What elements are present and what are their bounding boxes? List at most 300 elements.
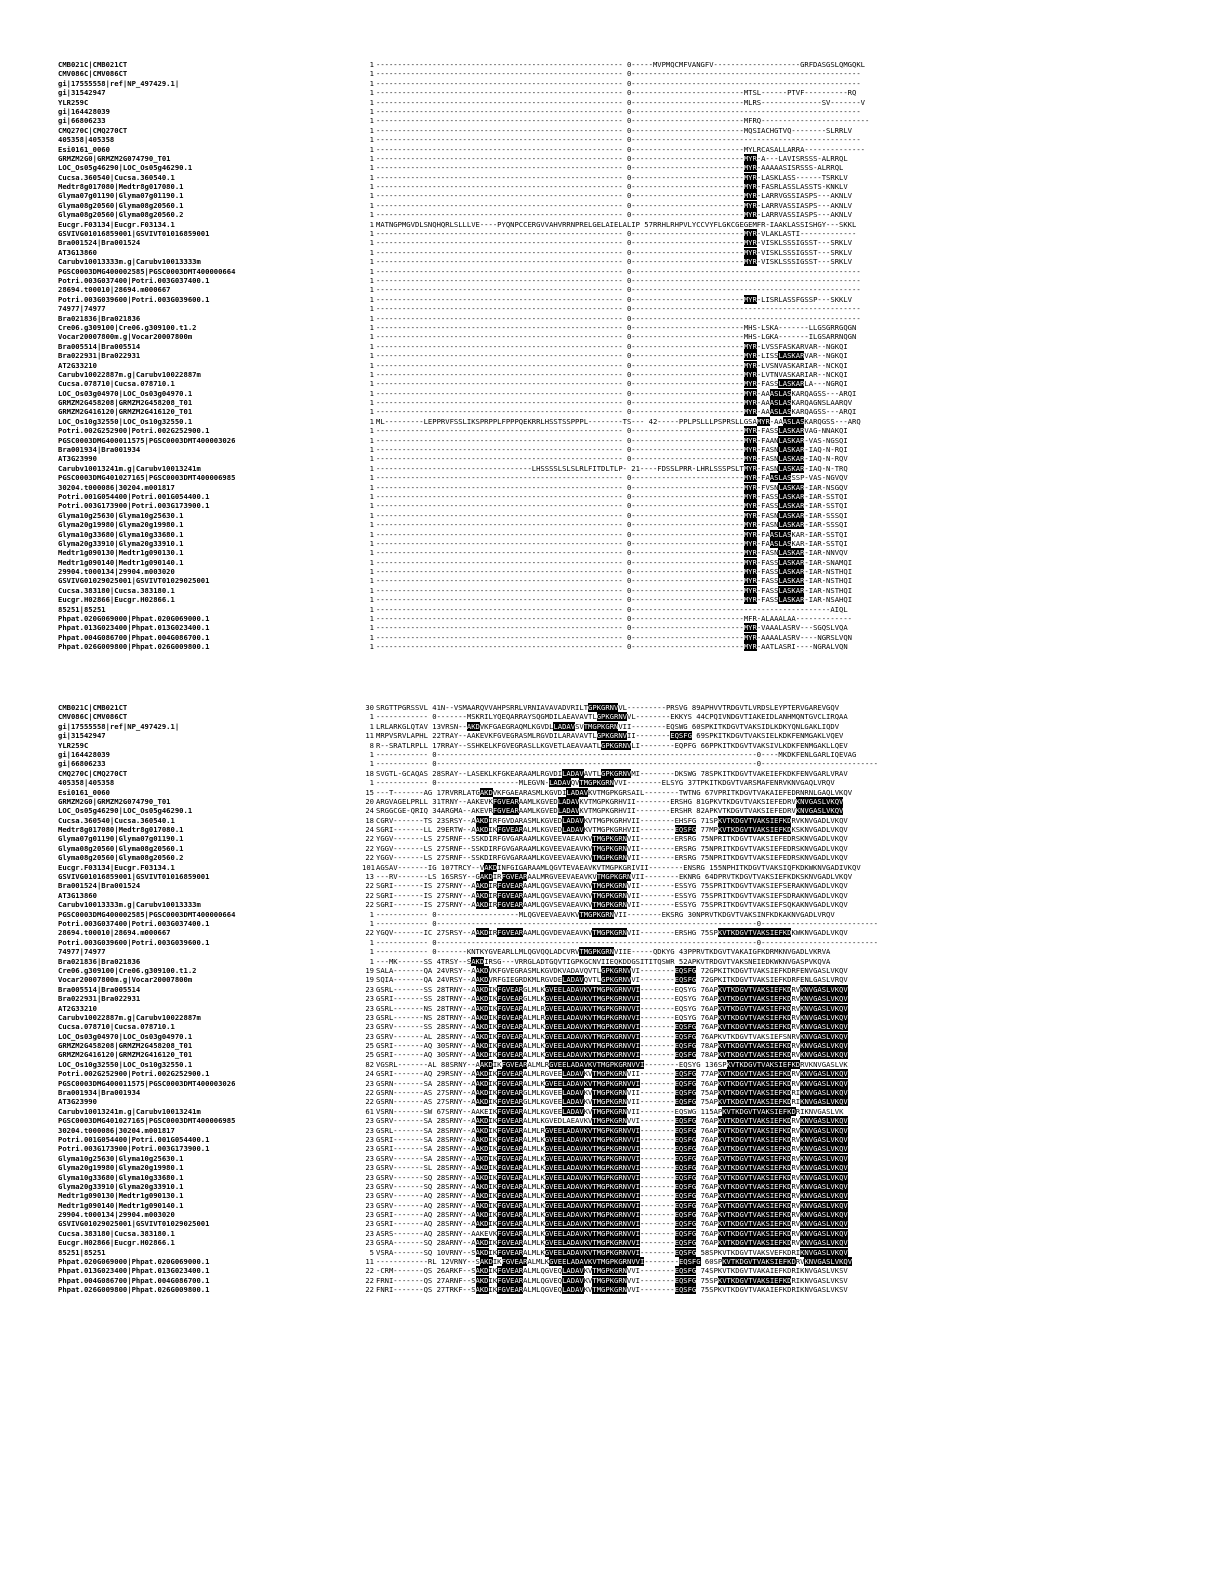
sequence-row (58, 586, 1148, 595)
sequence-start-position: 22 (365, 843, 374, 853)
sequence-row (58, 304, 1148, 313)
sequence-name: PGSC0003DMG400011575|PGSC0003DMT400003026 (58, 435, 236, 445)
sequence-name: Bra021836|Bra021836 (58, 313, 141, 323)
sequence-row (58, 229, 1148, 238)
sequence-start-position: 19 (365, 965, 374, 975)
sequence-start-position: 1 (369, 229, 374, 239)
sequence-start-position: 23 (365, 1181, 374, 1191)
sequence-residues: --------------------------------------------------------- 0--------------------------MYR-FASNLASKAR-IAQ-N-RQI (376, 445, 848, 455)
sequence-residues: --------------------------------------------------------- 0--------------------------MYR-FASSLASKAR-IAR-NSTHQI (376, 585, 853, 595)
sequence-row (58, 1276, 1148, 1285)
sequence-start-position: 1 (369, 604, 374, 614)
sequence-residues: --------------------------------------------------------- 0--------------------------MYR-LISRLASSFGSSP---SKKLV (376, 294, 853, 304)
sequence-residues: --------------------------------------------------------- 0--------------------------MYR-A---LAVISRSSS-ALRRQL (376, 153, 848, 163)
sequence-residues: GSRI-------SA 28SRNY--AAKDIKFGVEARALMLKGVEELADAVKVTMGPKGRNVVI--------EQSFG 76APKVTKDGVTVAKSIEFKDRVKNVGASLVKQV (376, 1144, 848, 1154)
sequence-row (58, 314, 1148, 323)
sequence-row (58, 332, 1148, 341)
sequence-start-position: 22 (365, 1275, 374, 1285)
sequence-name: Potri.001G054400|Potri.001G054400.1 (58, 1134, 210, 1144)
sequence-row (58, 285, 1148, 294)
sequence-row (58, 623, 1148, 632)
sequence-name: gi|66806233 (58, 759, 106, 769)
sequence-row (58, 295, 1148, 304)
sequence-start-position: 22 (365, 834, 374, 844)
sequence-name: Medtr1g090140|Medtr1g090140.1 (58, 557, 184, 567)
sequence-start-position: 1 (369, 266, 374, 276)
sequence-name: Glyma08g20560|Glyma08g20560.1 (58, 200, 184, 210)
sequence-residues: --------------------------------------------------------- 0--------------------------MYR-LVTNVASKARIAR--NCKQI (376, 369, 848, 379)
sequence-start-position: 25 (365, 1041, 374, 1051)
sequence-start-position: 1 (369, 463, 374, 473)
sequence-residues: --------------------------------------------------------- 0--------------------------MYR-LVSSFASKARVAR--NGKQI (376, 341, 848, 351)
sequence-row (58, 994, 1148, 1003)
sequence-row (58, 595, 1148, 604)
sequence-residues: GSRA-------SQ 28ARNY--AAKDIKFGVEARALMLKGVEELADAVKVTMGPKGRNVVI--------EQSFG 76APKVTKDGVTVAKSIEFKDRVKNVGASLVKQV (376, 1238, 848, 1248)
sequence-start-position: 1 (369, 379, 374, 389)
sequence-row (58, 473, 1148, 482)
sequence-start-position: 1 (369, 238, 374, 248)
sequence-name: Bra001524|Bra001524 (58, 881, 141, 891)
sequence-name: Potri.002G252900|Potri.002G252900.1 (58, 1069, 210, 1079)
sequence-start-position: 22 (365, 1088, 374, 1098)
sequence-name: Phpat.020G069000|Phpat.020G069000.1 (58, 1257, 210, 1267)
sequence-start-position: 1 (369, 135, 374, 145)
sequence-start-position: 23 (365, 1125, 374, 1135)
sequence-start-position: 1 (369, 529, 374, 539)
sequence-name: Potri.003G173900|Potri.003G173900.1 (58, 501, 210, 511)
sequence-name: AT2G33210 (58, 360, 97, 370)
sequence-row (58, 605, 1148, 614)
sequence-residues: --------------------------------------------------------- 0--------------------------MTSL------PTVF----------RQ (376, 88, 857, 98)
sequence-row (58, 1210, 1148, 1219)
sequence-name: Medtr8g017080|Medtr8g017080.1 (58, 825, 184, 835)
sequence-name: GRMZM2G416120|GRMZM2G416120_T01 (58, 1050, 193, 1060)
sequence-name: GRMZM2G458208|GRMZM2G458208_T01 (58, 1041, 193, 1051)
sequence-row (58, 558, 1148, 567)
sequence-residues: SGRI-------IS 27SRNY--AAKDIRFGVEARAAMLQGVSEVAEAVKVTMGPKGRNVII--------ESSYG 75SPRITKDGVTVAKSIEFSQKAKNVGADLVKQV (376, 900, 848, 910)
sequence-row (58, 69, 1148, 78)
sequence-name: 30204.t000086|30204.m001817 (58, 1125, 175, 1135)
sequence-row (58, 173, 1148, 182)
sequence-start-position: 1 (369, 585, 374, 595)
sequence-start-position: 1 (369, 454, 374, 464)
sequence-residues: GSRL-------NS 28TRNY--AAKDIKFGVEARALMLRGVEELADAVKVTMGPKGRNVVI--------EQSYG 76APKVTKDGVTVAKSIEFKDRVKNVGASLVKQV (376, 1012, 848, 1022)
sequence-name: Bra001934|Bra001934 (58, 1088, 141, 1098)
sequence-residues: GSRN-------SA 28SRNY--AAKDIKFGVEARALMLKGVEELADAVKVTMGPKGRNVVI--------EQSFG 76APKVTKDGVTVAKSIEFKDRVKNVGASLVKQV (376, 1078, 848, 1088)
sequence-start-position: 1 (369, 304, 374, 314)
sequence-residues: --------------------------------------------------------- 0----------------------------------------------------- (376, 275, 861, 285)
sequence-start-position: 1 (369, 88, 374, 98)
sequence-start-position: 23 (365, 1003, 374, 1013)
sequence-start-position: 1 (369, 416, 374, 426)
sequence-name: Cucsa.360540|Cucsa.360540.1 (58, 815, 175, 825)
sequence-row (58, 1050, 1148, 1059)
sequence-start-position: 1 (369, 285, 374, 295)
sequence-residues: GSRL-------SA 28SRNY--AAKDIKFGVEARALMLRGVEELADAVKVTMGPKGRNVVI--------EQSFG 76APKVTKDGVTVAKSIEFKDRVKNVGASLVKQV (376, 1125, 848, 1135)
sequence-row (58, 1069, 1148, 1078)
sequence-start-position: 1 (369, 538, 374, 548)
sequence-row (58, 370, 1148, 379)
sequence-name: Glyma20g19980|Glyma20g19980.1 (58, 1163, 184, 1173)
sequence-row (58, 154, 1148, 163)
sequence-start-position: 1 (369, 426, 374, 436)
sequence-row (58, 712, 1148, 721)
sequence-start-position: 1 (369, 60, 374, 69)
sequence-name: LOC_Os05g46290|LOC_Os05g46290.1 (58, 163, 193, 173)
sequence-row (58, 910, 1148, 919)
sequence-row (58, 351, 1148, 360)
sequence-row (58, 417, 1148, 426)
sequence-name: Potri.003G037400|Potri.003G037400.1 (58, 918, 210, 928)
sequence-start-position: 23 (365, 1153, 374, 1163)
sequence-row (58, 741, 1148, 750)
sequence-name: Cucsa.078710|Cucsa.078710.1 (58, 1022, 175, 1032)
sequence-residues: ------------ 0--------------------------------------------------------------------------0--------------------------- (376, 918, 878, 928)
alignment-block-2 (58, 703, 1148, 1295)
sequence-start-position: 1 (369, 510, 374, 520)
sequence-residues: --------------------------------------------------------- 0--------------------------MYR-VAAALASRV---SGQSLVQA (376, 623, 848, 633)
sequence-residues: --------------------------------------------------------- 0--------------------------MYR-AAASLASKARQAGSS---ARQI (376, 388, 857, 398)
sequence-start-position: 1 (369, 153, 374, 163)
sequence-start-position: 23 (365, 1144, 374, 1154)
sequence-row (58, 816, 1148, 825)
sequence-name: GRMZM2G416120|GRMZM2G416120_T01 (58, 407, 193, 417)
sequence-start-position: 1 (369, 97, 374, 107)
sequence-row (58, 938, 1148, 947)
sequence-residues: SRGTTPGRSSVL 41N--VSMAARQVVAHPSRRLVRNIAVAVADVRILTGPKGRNVVL---------PRSVG 89APHVVTRDGVTLVRDSLEYPTERVGAREVGQV (376, 703, 840, 712)
sequence-name: AT3G13860 (58, 247, 97, 257)
sequence-start-position: 1 (369, 106, 374, 116)
sequence-start-position: 1 (369, 909, 374, 919)
sequence-name: 30204.t000086|30204.m001817 (58, 482, 175, 492)
sequence-row (58, 135, 1148, 144)
sequence-row (58, 501, 1148, 510)
sequence-row (58, 1163, 1148, 1172)
sequence-start-position: 23 (365, 1031, 374, 1041)
sequence-row (58, 853, 1148, 862)
sequence-name: CMV086C|CMV086CT (58, 712, 128, 722)
sequence-residues: --------------------------------------------------------- 0--------------------------MYLRCASALLARRA-------------- (376, 144, 865, 154)
sequence-start-position: 23 (365, 984, 374, 994)
sequence-row (58, 750, 1148, 759)
sequence-residues: GSRV-------SQ 28SRNY--AAKDIKFGVEARALMLKGVEELADAVKVTMGPKGRNVVI--------EQSFG 76APKVTKDGVTVAKSIEFKDRVKNVGASLVKQV (376, 1181, 848, 1191)
sequence-row (58, 1257, 1148, 1266)
sequence-residues: ------------ 0-------------------MLEGVN-LADAVQVTMGPKGRNVVI--------ELSYG 37TPKITKDGVTVARSMAFENRVKNVGAQLVRQV (376, 778, 835, 788)
sequence-name: Glyma08g20560|Glyma08g20560.2 (58, 210, 184, 220)
sequence-name: PGSC0003DMG400011575|PGSC0003DMT400003026 (58, 1078, 236, 1088)
sequence-residues: --------------------------------------------------------- 0--------------------------MYR-FASSLASKAR-IAR-SSTQI (376, 501, 848, 511)
sequence-row (58, 576, 1148, 585)
sequence-name: LOC_Os03g04970|LOC_Os03g04970.1 (58, 388, 193, 398)
sequence-residues: FNRI-------QS 27TRKF--SAKDIKFGVEARALMLQGVEQLADAVKVTMGPKGRNVVI--------EQSFG 75SPKVTKDGVTVAKAIEFKDRIKNVGASLVKSV (376, 1285, 848, 1295)
sequence-start-position: 1 (369, 219, 374, 229)
sequence-name: Esi0161_0060 (58, 787, 110, 797)
sequence-residues: --------------------------------------------------------- 0--------------------------MYR-FVSNLASKAR-IAR-NSGQV (376, 482, 848, 492)
sequence-row (58, 788, 1148, 797)
sequence-name: Esi0161_0060 (58, 144, 110, 154)
sequence-residues: --------------------------------------------------------- 0--------------------------MYR-LISSLASKARVAR--NGKQI (376, 351, 848, 361)
sequence-start-position: 22 (365, 1266, 374, 1276)
sequence-start-position: 23 (365, 994, 374, 1004)
sequence-start-position: 22 (365, 853, 374, 863)
sequence-row (58, 379, 1148, 388)
sequence-name: GRMZM2G0|GRMZM2G074790_T01 (58, 153, 171, 163)
sequence-name: Medtr8g017080|Medtr8g017080.1 (58, 182, 184, 192)
sequence-row (58, 1191, 1148, 1200)
sequence-name: Phpat.020G069000|Phpat.020G069000.1 (58, 614, 210, 624)
sequence-row (58, 88, 1148, 97)
sequence-residues: ------------ 0--------------------------------------------------------------------------0----MKDKFENLGARLIQEVAG (376, 749, 857, 759)
sequence-residues: --------------------------------------------------------- 0--------------------------MYR-AAAALASRV----NGRSLVQN (376, 632, 853, 642)
sequence-start-position: 82 (365, 1059, 374, 1069)
sequence-row (58, 806, 1148, 815)
sequence-name: Bra005514|Bra005514 (58, 341, 141, 351)
sequence-row (58, 445, 1148, 454)
sequence-residues: --------------------------------------------------------- 0--------------------------MYR-FASNLASKAR-IAQ-N-RQV (376, 454, 848, 464)
sequence-row (58, 1144, 1148, 1153)
sequence-residues: SALA-------QA 24VRSY--AAKDVKFGVEGRASMLKGVDKVADAVQVTLGPKGRNVVI--------EQSFG 72GPKITKDGVTVAKSIEFKDRFENVGASLVKQV (376, 965, 848, 975)
sequence-name: PGSC0003DMG401027165|PGSC0003DMT400006985 (58, 473, 236, 483)
sequence-start-position: 1 (369, 388, 374, 398)
sequence-start-position: 1 (369, 501, 374, 511)
sequence-residues: GSRL-------NS 28TRNY--AAKDIKFGVEARALMLRGVEELADAVKVTMGPKGRNVVI--------EQSYG 76APKVTKDGVTVAKSIEFKDRVKNVGASLVKQV (376, 1003, 848, 1013)
sequence-residues: --------------------------------------------------------- 0--------------------------MYR-AAAAASISRSSS-ALRRQL (376, 163, 844, 173)
sequence-residues: VGSRL-------AL 88SRNY--AAKDIKFGVEARALMLRGVEELADAVKVTMGPKGRNVVI--------EQSYG 136SPKVTKDGVTVAKSIEFKDRVKNVGASLVK (376, 1059, 848, 1069)
sequence-residues: GSRV-------SA 28SRNY--AAKDIKFGVEARALMLKGVEDLAEAVKVTMGPKGRNVVI--------EQSFG 76APKVTKDGVTVAKSIEFKDRVKNVGASLVKQV (376, 1116, 848, 1126)
sequence-residues: --------------------------------------------------------- 0--------------------------MYR-FASSLASKAR-IAR-SSTQI (376, 491, 848, 501)
sequence-start-position: 23 (365, 1172, 374, 1182)
sequence-name: LOC_Os10g32550|LOC_Os10g32550.1 (58, 416, 193, 426)
sequence-residues: --------------------------------------------------------- 0--------------------------MYR-VISKLSSSIGSST---SRKLV (376, 247, 853, 257)
sequence-start-position: 1 (369, 407, 374, 417)
sequence-residues: LRLARKGLQTAV 13VRSN--AKDVKFGAEGRAQMLKGVDLLADAVSVTMGPKGRNVII--------EQSWG 60SPKITKDGVTVAKSIDLKDKYQNLGAKLIQDV (376, 721, 840, 731)
sequence-start-position: 1 (369, 548, 374, 558)
sequence-residues: --------------------------------------------------------- 0----------------------------------------------------- (376, 313, 861, 323)
sequence-name: Eucgr.H02866|Eucgr.H02866.1 (58, 595, 175, 605)
sequence-name: CMQ270C|CMQ270CT (58, 125, 128, 135)
sequence-start-position: 1 (369, 956, 374, 966)
sequence-start-position: 1 (369, 576, 374, 586)
sequence-start-position: 1 (369, 144, 374, 154)
sequence-row (58, 928, 1148, 937)
sequence-start-position: 1 (369, 313, 374, 323)
sequence-residues: --------------------------------------------------------- 0----------------------------------------------AIQL (376, 604, 848, 614)
sequence-row (58, 1060, 1148, 1069)
sequence-start-position: 1 (369, 69, 374, 79)
sequence-residues: YGGV-------LS 27SRNF--SSKDIRFGVGARAAMLKGVEEVAEAVKVTMGPKGRNVII--------ERSRG 75NPRITKDGVTVAKSIEFEDRSKNVGADLVKQV (376, 853, 848, 863)
sequence-residues: ---RV-------LS 16SRSY--GAKDIRFGVEARAALMRGVEEVAEAVKVTMGPKGRNVII--------EKNRG 64DPRVTKDGVTVAKSIEFKDKSKNVGADLVKQV (376, 872, 853, 882)
sequence-start-position: 1 (369, 116, 374, 126)
sequence-start-position: 23 (365, 1022, 374, 1032)
sequence-row (58, 891, 1148, 900)
sequence-residues: ------------RL 12VRNY--SAKDIKFGVEARALMLKGVEELADAVKVTMGPKGRNVVI--------EQSFG 60SPKVTKDGVTVAKSIEFKDRVKNVGASLVKQV (376, 1257, 853, 1267)
sequence-start-position: 1 (369, 435, 374, 445)
sequence-start-position: 8 (369, 740, 374, 750)
sequence-start-position: 23 (365, 1163, 374, 1173)
sequence-name: Glyma10g33680|Glyma10g33680.1 (58, 529, 184, 539)
sequence-name: gi|31542947 (58, 88, 106, 98)
sequence-name: gi|66806233 (58, 116, 106, 126)
sequence-name: Phpat.026G009800|Phpat.026G009800.1 (58, 1285, 210, 1295)
sequence-name: Cucsa.383180|Cucsa.383180.1 (58, 1228, 175, 1238)
sequence-start-position: 22 (365, 1285, 374, 1295)
sequence-row (58, 919, 1148, 928)
sequence-name: GSVIVG01016859001|GSVIVT01016859001 (58, 229, 210, 239)
sequence-name: Potri.001G054400|Potri.001G054400.1 (58, 491, 210, 501)
sequence-start-position: 23 (365, 1238, 374, 1248)
sequence-start-position: 1 (369, 163, 374, 173)
sequence-row (58, 436, 1148, 445)
sequence-row (58, 863, 1148, 872)
sequence-start-position: 1 (369, 445, 374, 455)
sequence-start-position: 1 (369, 520, 374, 530)
sequence-name: Bra001524|Bra001524 (58, 238, 141, 248)
sequence-name: AT3G23990 (58, 1097, 97, 1107)
sequence-residues: --------------------------------------------------------- 0--------------------------MYR-FASSLASKAR-IAR-NSAHQI (376, 595, 853, 605)
sequence-residues: ARGVAGELPRLL 31TRNY--AAKEVKFGVEARAAMLKGVEDLADAVKVTMGPKGRHVII--------ERSHG 81GPKVTKDGVTVAKSIEFEDRVKNVGASLVKQV (376, 796, 844, 806)
sequence-name: YLR259C (58, 740, 89, 750)
sequence-start-position: 15 (365, 787, 374, 797)
sequence-row (58, 1135, 1148, 1144)
sequence-name: GSVIVG01029025001|GSVIVT01029025001 (58, 576, 210, 586)
sequence-row (58, 1004, 1148, 1013)
sequence-start-position: 1 (369, 759, 374, 769)
sequence-name: Phpat.026G009800|Phpat.026G009800.1 (58, 642, 210, 652)
sequence-residues: --------------------------------------------------------- 0--------------------------MLRS--------------SV-------V (376, 97, 865, 107)
sequence-name: GRMZM2G458208|GRMZM2G458208_T01 (58, 398, 193, 408)
sequence-name: 29904.t000134|29904.m003020 (58, 567, 175, 577)
sequence-residues: GSRV-------SL 28SRNY--AAKDIKFGVEARALMLKGVEELADAVKVTMGPKGRNVVI--------EQSFG 76APKVTKDGVTVAKSIEFKDRVKNVGASLVKQV (376, 1163, 848, 1173)
sequence-row (58, 1116, 1148, 1125)
sequence-name: Glyma07g01190|Glyma07g01190.1 (58, 834, 184, 844)
sequence-row (58, 210, 1148, 219)
sequence-row (58, 361, 1148, 370)
sequence-residues: SVGTL-GCAQAS 28SRAY--LASEKLKFGKEARAAMLRGVDILADAVAVTLGPKGRNVMI--------DKSWG 78SPKITKDGVTVAKEIEFKDKFENVGARLVRAV (376, 768, 848, 778)
sequence-start-position: 23 (365, 1200, 374, 1210)
sequence-name: 29904.t000134|29904.m003020 (58, 1210, 175, 1220)
sequence-residues: --------------------------------------------------------- 0--------------------------MYR-FASNLASKAR-IAR-SSSQI (376, 520, 848, 530)
sequence-residues: R--SRATLRPLL 17RRAY--SSHKELKFGVEGRASLLKGVETLAEAVAATLGPKGRNVLI--------EQPFG 66PPKITKDGVTVAKSIVLKDKFENMGAKLLQEV (376, 740, 848, 750)
sequence-row (58, 1266, 1148, 1275)
sequence-residues: GSRI-------AQ 29RSNY--AAKDIKFGVEARALMLRGVEELADAVKVTMGPKGRNVII--------EQSFG 77APKVTKDGVTVAKSIEFKDRVKNVGASLVKQV (376, 1069, 848, 1079)
sequence-residues: --------------------------------------------------------- 0----------------------------------------------------- (376, 285, 861, 295)
sequence-residues: GSRI-------AQ 30SRNY--AAKDIKFGVEARALMLKGVEELADAVKVTMGPKGRNVVI--------EQSFG 78APKVTKDGVTVAKSIEFKDRVKNVGASLVKQV (376, 1041, 848, 1051)
sequence-residues: --------------------------------------------------------- 0--------------------------MYR-LASKLASS------TSRKLV (376, 172, 848, 182)
sequence-start-position: 1 (369, 172, 374, 182)
sequence-row (58, 1088, 1148, 1097)
sequence-residues: CGRV-------TS 23SRSY--AAKDIRFGVDARASMLKGVEDLADAVKVTMGPKGRHVII--------EHSFG 71SPKVTKDGVTVAKSIEFKDRVKNVGADLVKQV (376, 815, 848, 825)
sequence-row (58, 722, 1148, 731)
sequence-residues: --------------------------------------------------------- 0-----MVPMQCMFVANGFV--------------------GRFDASGSLQMGQKL (376, 60, 865, 69)
sequence-start-position: 1 (369, 78, 374, 88)
sequence-name: Potri.003G039600|Potri.003G039600.1 (58, 937, 210, 947)
sequence-start-position: 1 (369, 918, 374, 928)
sequence-row (58, 1248, 1148, 1257)
sequence-start-position: 22 (365, 900, 374, 910)
sequence-start-position: 23 (365, 1219, 374, 1229)
sequence-residues: --------------------------------------------------------- 0--------------------------MYR-LVSNVASKARIAR--NCKQI (376, 360, 848, 370)
sequence-residues: --------------------------------------------------------- 0--------------------------MYR-VLAKLASTI------------- (376, 229, 857, 239)
sequence-start-position: 24 (365, 806, 374, 816)
sequence-residues: FRNI-------QS 27ARNF--SAKDIKFGVEARALMLQGVEQLADAVKVTMGPKGRNVVI--------EQSFG 75SPKVTKDGVTVAKSIEFKDRIKNVGASLVKSV (376, 1275, 848, 1285)
sequence-name: Phpat.013G023400|Phpat.013G023400.1 (58, 1266, 210, 1276)
sequence-residues: GSRN-------AS 27SRNY--AAKDIKFGVEARGLMLKGVEELADAVKVTMGPKGRNVII--------EQSFG 75APKVTKDGVTVAKSIEFKDRIKNVGASLVKQV (376, 1097, 848, 1107)
sequence-residues: --------------------------------------------------------- 0--------------------------MYR-FASRLASSLASSTS-KNKLV (376, 182, 848, 192)
sequence-start-position: 22 (365, 928, 374, 938)
sequence-start-position: 13 (365, 872, 374, 882)
sequence-start-position: 23 (365, 1134, 374, 1144)
sequence-start-position: 1 (369, 614, 374, 624)
sequence-name: Cucsa.383180|Cucsa.383180.1 (58, 585, 175, 595)
sequence-row (58, 464, 1148, 473)
sequence-start-position: 18 (365, 815, 374, 825)
sequence-name: 85251|85251 (58, 1247, 106, 1257)
sequence-residues: YGGV-------LS 27SRNF--SSKDIRFGVGARAAMLKGVEEVAEAVKVTMGPKGRNVII--------ERSRG 75NPRITKDGVTVAKSIEFEDRSKNVGADLVKQV (376, 834, 848, 844)
sequence-name: Carubv10013241m.g|Carubv10013241m (58, 463, 201, 473)
sequence-start-position: 1 (369, 182, 374, 192)
sequence-name: Eucgr.F03134|Eucgr.F03134.1 (58, 219, 175, 229)
sequence-residues: GSRI-------AQ 28SRNY--AAKDIKFGVEARALMLKGVEELADAVKVTMGPKGRNVVI--------EQSFG 76APKVTKDGVTVAKSIEFKDRVKNVGASLVKQV (376, 1210, 848, 1220)
sequence-residues: --------------------------------------------------------- 0--------------------------MHS-LSKA-------LLGSGRRGQGN (376, 322, 857, 332)
sequence-residues: SGRI-------LL 29ERTW--AAKDIKFGVEARALMLKGVEDLADAVKVTMGPKGRHVII--------EQSFG 77MPKVTKDGVTVAKSIEFKDKSKNVGADLVKQV (376, 825, 848, 835)
sequence-row (58, 79, 1148, 88)
sequence-name: Carubv10013241m.g|Carubv10013241m (58, 1106, 201, 1116)
sequence-residues: GSRI-------AQ 28SRNY--AAKDIKFGVEARALMLKGVEELADAVKVTMGPKGRNVVI--------EQSFG 76APKVTKDGVTVAKSIEFKDRVKNVGASLVKQV (376, 1219, 848, 1229)
sequence-residues: --------------------------------------------------------- 0--------------------------MYR-AATLASRI----NGRALVQN (376, 642, 848, 652)
sequence-start-position: 1 (369, 200, 374, 210)
sequence-name: Glyma08g20560|Glyma08g20560.2 (58, 853, 184, 863)
sequence-residues: ML---------LEPPRVFSSLIKSPRPPLFPPPQEKRRLHSSTSSPPPL--------TS--- 42-----PPLPSLLLPSPRSLLGSAMYR-AAASLASKARQGSS---ARQ (376, 416, 861, 426)
sequence-name: YLR259C (58, 97, 89, 107)
sequence-row (58, 834, 1148, 843)
sequence-name: LOC_Os10g32550|LOC_Os10g32550.1 (58, 1059, 193, 1069)
sequence-start-position: 23 (365, 1191, 374, 1201)
sequence-row (58, 975, 1148, 984)
sequence-residues: --------------------------------------------------------- 0--------------------------MYR-AAASLASKARQAGSS---ARQI (376, 407, 857, 417)
sequence-start-position: 1 (369, 351, 374, 361)
sequence-name: Glyma10g25630|Glyma10g25630.1 (58, 1153, 184, 1163)
sequence-row (58, 530, 1148, 539)
sequence-residues: --------------------------------------------------------- 0--------------------------MYR-FASNLASKAR-IAR-SSSQI (376, 510, 848, 520)
sequence-start-position: 1 (369, 712, 374, 722)
sequence-row (58, 511, 1148, 520)
sequence-residues: GSRV-------AQ 28SRNY--AAKDIKFGVEARALMLKGVEELADAVKVTMGPKGRNVVI--------EQSFG 76APKVTKDGVTVAKSIEFKDRVKNVGASLVKQV (376, 1200, 848, 1210)
sequence-name: 405358|405358 (58, 778, 115, 788)
sequence-row (58, 1041, 1148, 1050)
sequence-row (58, 389, 1148, 398)
sequence-start-position: 5 (369, 1247, 374, 1257)
sequence-residues: --------------------------------------------------------- 0----------------------------------------------------- (376, 304, 861, 314)
sequence-name: GSVIVG01016859001|GSVIVT01016859001 (58, 872, 210, 882)
sequence-name: Cre06.g309100|Cre06.g309100.t1.2 (58, 322, 197, 332)
sequence-row (58, 483, 1148, 492)
sequence-residues: SQIA-------QA 24VRSY--AAKDVRFGIEGRDKMLRGVDELADAVQVTLGPKGRNVVI--------EQSFG 72GPKITKDGVTVAKSIEFKDRFENLGASLVRQV (376, 975, 848, 985)
sequence-name: GSVIVG01029025001|GSVIVT01029025001 (58, 1219, 210, 1229)
sequence-name: Eucgr.H02866|Eucgr.H02866.1 (58, 1238, 175, 1248)
sequence-name: 28694.t00010|28694.m000667 (58, 928, 171, 938)
sequence-name: Potri.003G039600|Potri.003G039600.1 (58, 294, 210, 304)
sequence-row (58, 731, 1148, 740)
sequence-residues: --------------------------------------------------------- 0----------------------------------------------------- (376, 69, 861, 79)
sequence-row (58, 1097, 1148, 1106)
sequence-row (58, 182, 1148, 191)
sequence-name: Bra022931|Bra022931 (58, 351, 141, 361)
sequence-name: Eucgr.F03134|Eucgr.F03134.1 (58, 862, 175, 872)
sequence-name: PGSC0003DMG400002585|PGSC0003DMT400000664 (58, 266, 236, 276)
sequence-residues: --------------------------------------------------------- 0--------------------------MQSIACHGTVQ--------SLRRLV (376, 125, 852, 135)
sequence-start-position: 1 (369, 642, 374, 652)
sequence-name: LOC_Os03g04970|LOC_Os03g04970.1 (58, 1031, 193, 1041)
